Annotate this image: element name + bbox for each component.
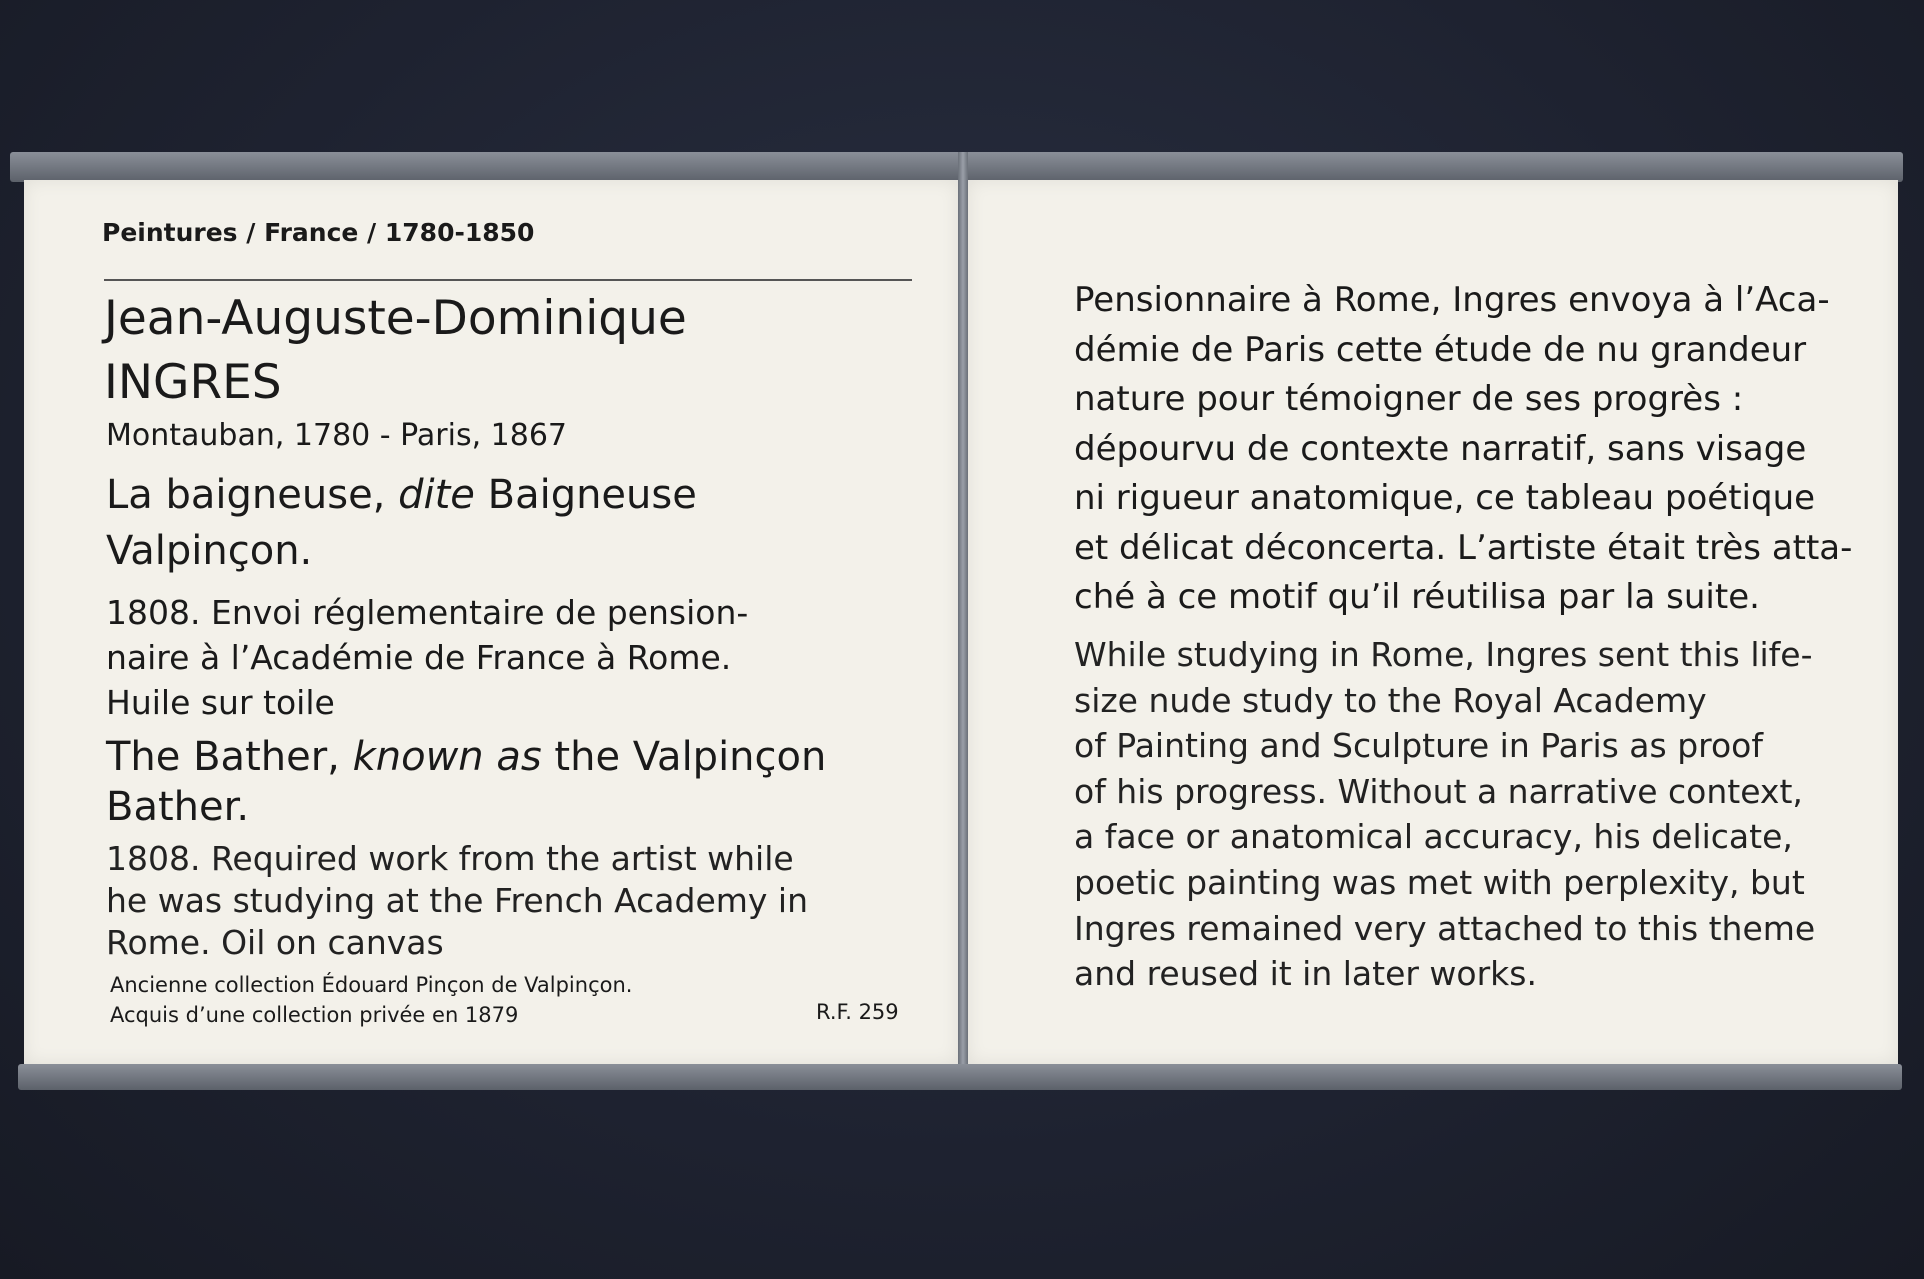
category-breadcrumb: Peintures / France / 1780-1850 [102,218,535,247]
english-commentary-line: size nude study to the Royal Academy [1074,680,1707,720]
english-commentary-line: and reused it in later works. [1074,954,1537,994]
french-title-prefix: La baigneuse, [106,472,399,518]
english-commentary-line: poetic painting was met with perplexity, but [1074,862,1805,902]
english-title [106,734,826,780]
provenance [110,970,632,1030]
english-title-line2: Bather. [106,784,250,830]
french-description [106,590,748,725]
french-description-line: 1808. Envoi réglementaire de pension- [106,593,749,632]
french-description-line: Huile sur toile [106,683,335,722]
french-title-line2: Valpinçon. [106,528,313,574]
artist-dates: Montauban, 1780 - Paris, 1867 [106,418,568,453]
french-title-italic: dite [398,472,475,518]
french-commentary-line: démie de Paris cette étude de nu grandeur [1074,329,1807,370]
provenance-line: Ancienne collection Édouard Pinçon de Valpinçon. [110,973,633,997]
french-commentary [1074,276,1852,623]
english-commentary-line: a face or anatomical accuracy, his delicate, [1074,817,1793,857]
french-commentary-line: ni rigueur anatomique, ce tableau poétique [1074,478,1816,518]
french-commentary-line: ché à ce motif qu’il réutilisa par la suite. [1074,577,1760,617]
english-commentary-line: of his progress. Without a narrative context, [1074,771,1803,811]
french-commentary-line: Pensionnaire à Rome, Ingres envoya à l’Aca- [1074,280,1830,320]
frame-divider [958,152,968,1090]
french-title-rest: Baigneuse [474,472,697,518]
french-commentary-line: nature pour témoigner de ses progrès : [1074,379,1744,419]
english-commentary [1074,632,1815,997]
inventory-number: R.F. 259 [816,1000,899,1024]
english-commentary-line: While studying in Rome, Ingres sent this life- [1074,635,1813,674]
english-description-line: Rome. Oil on canvas [106,923,444,962]
french-description-line: naire à l’Académie de France à Rome. [106,638,732,677]
frame-bottom-rail [18,1064,1902,1090]
french-title [106,472,697,518]
english-description [106,838,808,964]
artist-name: Jean-Auguste-Dominique [104,291,687,346]
frame-top-rail [10,152,1903,182]
english-description-line: 1808. Required work from the artist while [106,839,794,878]
english-title-prefix: The Bather, [106,734,353,780]
french-commentary-line: dépourvu de contexte narratif, sans visage [1074,428,1807,469]
provenance-line: Acquis d’une collection privée en 1879 [110,1003,519,1027]
header-divider [104,279,912,281]
artist-surname: INGRES [104,355,282,410]
french-commentary-line: et délicat déconcerta. L’artiste était très atta- [1074,527,1853,568]
english-title-rest: the Valpinçon [541,734,827,780]
english-commentary-line: Ingres remained very attached to this theme [1074,908,1816,948]
english-commentary-line: of Painting and Sculpture in Paris as proof [1074,726,1763,766]
english-description-line: he was studying at the French Academy in [106,881,808,920]
english-title-italic: known as [352,734,542,780]
